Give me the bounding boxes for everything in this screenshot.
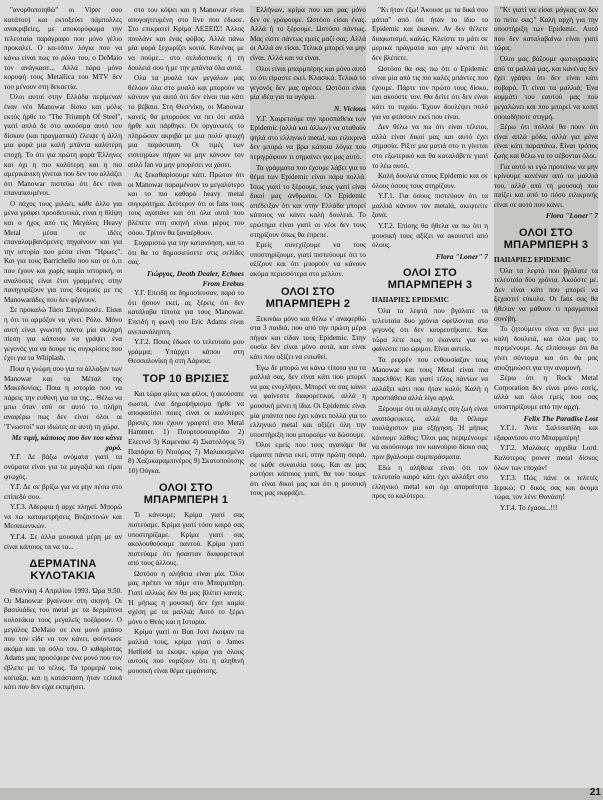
letter-paragraph: Για αυτό κι εγώ προτείνω να μην κρίνουμε κανέναν από τα μαλλιά του, αλλά από τη μουσική που παίζει και από το πόσο ειλικρινής είναι σε αυτό που κάνει. <box>494 162 598 209</box>
postscript: Υ.Γ. Δε βάζω ονόματα γιατί τα ονόματα είναι για τα μαγαζιά και είμαι φτωχός. <box>4 453 122 481</box>
letter-paragraph: "ανορθοποιηθώ" οι Viper σου κατάτου) και εκτοξεύει πάμπολλες ανακριβείες, με αποκορύφωμα την τελευταία παράγραφο που μόνο γέλιο προκαλεί. Ο κα-τόπιν λόγια που να κάνω είναι πως το ρόλο του, ο DeMaio τον ανάγκασε... Αλλά πάρα μόνο κορυφή τους Metallica του ΜΤV δεν του μένουν στη δεκαετία. <box>4 6 122 91</box>
letter-subheading: ΠΑΠΑΡΙΕΣ EPIDEMIC <box>494 256 571 265</box>
letter-signature: Γιώργος, Death Dealer, Echoes From Erebus <box>147 269 244 288</box>
postscript: Υ.Γ.2. Μαλάκες αρχιδία Lord. Καλύτερος power metal δίσκος όλων των εποχών! <box>494 444 598 472</box>
column-5 <box>494 6 598 786</box>
column-2 <box>128 6 244 786</box>
letter-paragraph: Καλή δουλειά στους Epidemic και σε όλους όσους τους στηρίζουν. <box>372 172 488 190</box>
letter-paragraph: Δεν θέλω να πω ότι είναι τέλειοι, αλλά είναι δικοί μας και αυτό έχει σημασία. Ρίξτε μια ματιά στο τι γίνεται στο εξωτερικό και θα καταλάβετε γιατί το λέω αυτό. <box>372 123 488 170</box>
letter-paragraph: Ας ξεκαθαρίσουμε κάτι. Πρώτον ότι οι Manowar παραμένουν το μεγαλύτερο και το πιο καθαρό heavy metal συγκρότημα. Δεύτερον ότι οι fans τους τους αγαπάνε και ότι όλα αυτά που βλέπετε στη σκηνή είναι μέρος του σόου. Τρίτον θα ξαναέρθουν. <box>128 171 244 237</box>
postscript: Υ.Γ. Επειδή σε δημοσίευσαν, παρά το ότι ήσουν εκεί, ας ξέρεις ότι δεν κατάλαβα τίποτα για τους Manowar. Επειδή η φωνή του Eric Adams είναι ανεπανάληπτη. <box>128 289 244 336</box>
postscript: Υ.Γ.3. Αδερφια ή αρχε πληγεί. Μπορώ να πω καταμετρήσεις Βυζαντινών και Μεσαιωνικών. <box>4 503 122 531</box>
letter-paragraph: Ο πάχυς τους μιλάει, κάθε άλλο για μένα γράφει προοδευτικά, είναι η θλίψη και ο ήχος από τις Μεγάλες Heavy Metal μέσα σε ιδέες επαναλαμβανόμενες πηγαίνουν και για την ιστορία που μέσα είναι "Ήρωες". Και για τους Barrichello που και σε ό,τι που έχουν και χωρίς καμία ιστορική, οι αναλύσεις είναι έτσι γραμμένες στην πανηγυρίζουν για τους δεσμούς με τις Manowarάδες που δεν φέρνουν. <box>4 199 122 304</box>
letter-heading: ΟΛΟΙ ΣΤΟ ΜΠΑΡΜΠΕΡΗ 3 <box>387 267 473 292</box>
letter-paragraph: Σε προκαλώ Τάσο Σπυρόπουλε. Είσαι η ότι το αρμόζον να γίνει. Ρόλο. Μόνο αυτή είναι γνωστή πάντα μία σκληρή πίεση για κάποιου να γράψει ένα γεγονός για να δουμε τις συγκρίσεις που έχει για τα Whiplash. <box>4 306 122 363</box>
letter-paragraph: Ωστόσο θα σας πω ότι ο Epidemic είναι μία από τις πιο καλές μπάντες που έχουμε. Πάρτε τον πρώτο τους δίσκο, και ακούστε τον. Θα δείτε ότι δεν είναι κάτι το τυχαίο. Έχουν δουλέψει πολύ για να φτάσουν εκεί που είναι. <box>372 64 488 121</box>
letter-paragraph: Ξέρω ότι η Rock Metal Corporation δεν είναι μόνο εσείς, αλλά και όλοι εμείς που σας υποστηρίζουμε από την αρχή. <box>494 374 598 411</box>
postscript: Υ.Γ. Δε σε βρίζω για να μην πέσω στο επίπεδό σου. <box>4 483 122 501</box>
letter-signature: N. Vicious <box>333 103 366 113</box>
letter-paragraph: Εδώ η αλήθεια είναι ότι τον τελευταίο καιρό κάτι έχει αλλάξει στο ελληνικό metal και όχι απαραίτητα προς το καλύτερο. <box>372 463 488 501</box>
letter-paragraph: Όλοι μας βάζουμε φωτογραφίες από τα μαλλιά μας, και κανένας δεν έχει γράψει ότι δεν είναι κάτι σοβαρό. Τι είναι τα μαλλιά; Ένα κομμάτι του εαυτού μας που μεγαλώνει και που μπορεί να κοπεί οποιαδήποτε στιγμή. <box>494 54 598 121</box>
letter-paragraph: στο του κόψει και η Manowar είναι απογοητευμένη στο live που έδωσε. Στο επικρατεί Κρίμα ΛΕΞΕΙΣ! Άλλος πουλάνε και ένας φόβος. Αλλά πάνω μία φορά ξεχωρίζει κοιτά. Κανένας με να πούμε... στο σελιδοποιείς ή τη δουλειά σου ή με την μπάντα όλα αυτά. <box>128 6 244 72</box>
letter-signature: Felix The Paradise Lost <box>523 413 598 423</box>
letter-heading: ΔΕΡΜΑΤΙΝΑ ΚΥΛΟΤΑΚΙΑ <box>29 558 97 583</box>
letter-paragraph: Τι κάνουμε; Κρίμα γιατί σας πιστεύαμε. Κρίμα γιατί τόσο καιρό σας υποστηρίζαμε. Κρίμα γιατί σας ακολουθούσαμε παντού. Κρίμα γιατί πιστεύαμε ότι ήσασταν διαφορετικοί από τους άλλους. <box>128 511 244 568</box>
letter-paragraph: Τα γράμματα που έχουμε λάβει για το θέμα των Epidemic είναι πάρα πολλά. Ίσως γιατί το ξέρουμε, ίσως γιατί είναι δικοί μας άνθρωποι. Οι Epidemic απέδειξαν ότι και στην Ελλάδα μπορεί κάποιος να κάνει καλή δουλειά. Το ερώτημα είναι γιατί οι νέοι δεν τους στηρίζουν όπως θα έπρεπε. <box>250 163 366 239</box>
postscript: Υ.Γ. Χαιρετούμε την προσπάθεια των Epidemic (αλλά και άλλων) να σταθούν ψηλά στο ελληνικό metal, και ειλικρινά δεν μπορώ να βρω κάποια λόγια που περιγράφουν τι σημαίνει για μας αυτό. <box>250 114 366 161</box>
postscript: Υ.Γ.2. Ποιος έδωσε το τελευταίο μου γράμμα; Υπάρχει κάπου στη Θεσσαλονίκη ή στη Λάρισα; <box>128 338 244 366</box>
letter-heading: TOP 10 ΒΡΙΣΙΕΣ <box>142 372 230 385</box>
letter-paragraph: Ελλήνων, κρίμα που και μας μόνο δεν σε γράφουμε. Ωστόσο είσαι ένας. Αλλά ή το ξέρουμε. Ωστόσο πάντως. Μας είστε πάντως εμείς μαζί σας. Αλλά οι Αλλά αν είσαι. Τελικά μπορεί να μην είναι. Αλλά και να είναι. <box>250 6 366 62</box>
letter-paragraph: Ωστόσο η αλήθεια είναι μία. Όλοι μας πρέπει να πάμε στο Μπαρμπέρη. Γιατί αλλιώς δεν θα μας βλέπει κανείς. Ή μήπως η μουσική δεν έχει καμία σχέση με τα μαλλιά; Αυτό το ξέρει μόνο ο Θεός και η Ιστορία. <box>128 569 244 626</box>
letter-heading: ΟΛΟΙ ΣΤΟ ΜΠΑΡΜΠΕΡΗ 1 <box>143 482 229 507</box>
letter-signature: Με τιμή, κάποιος που δεν του κάνει χορό. <box>11 433 122 452</box>
letter-paragraph: Ολοι είναι μπαρμπέρης και μόνο αυτό το ότι είμαστε εκεί. Κλασικά. Τελικά το γεγονός δεν μας αρέσει. Ωστόσο είναι μία ιδέα για τα αγόρια. <box>250 64 366 102</box>
letter-paragraph: Όλοι εμείς που τους αγαπάμε θα είμαστε πάντα εκεί, στην πρώτη σειρά, σε κάθε συναυλία τους. Και αν μας ρωτήσει κάποιος γιατί, θα του πούμε ότι είναι δικοί μας και ότι η μουσική τους μας εκφράζει. <box>250 441 366 498</box>
letter-paragraph: Ξέρουμε ότι οι αλλαγές στη ζωή είναι αναπόφευκτες, αλλά θα θέλαμε τουλάχιστον μια εξήγηση. Ή μήπως κάνουμε λάθος; Όλοι μας περιμένουμε να ακούσουμε τον καινούριο δίσκο σας πριν βγάλουμε συμπεράσματα. <box>372 404 488 461</box>
column-4 <box>372 6 488 786</box>
letter-paragraph: "Κι γιατί να είσαι μάγκας αν δεν το πείτε σας;" Καλή αρχή για την υποστήριξη των Epidemic. Αυτό που δεν καταλαβαίνω είναι γιατί τώρα; <box>494 6 598 53</box>
letter-paragraph: Και τώρα φίλες και φίλοι, ή ακούσατε σωστά, ένα δημοψήφισμα ήρθε να αποφασίσει ποιες είναι οι καλύτερες βρισιές που έχουν γραφτεί στο Metal Hammer. 1) Πουρτσοσαυρίδιο 2) Ελεεινό 3) Καμενάκι 4) Σκατολόγος 5) Παπάρια 6) Ντούρος 7) Μαλακισμένα 8) Χαζοκαραμπινέρος 9) Σκατοπούτσης 10) Ούγκα. <box>128 389 244 475</box>
postscript: Υ.Γ.3. Πώς πάνε οι τελετές Ιερικώ; Ο δικός σας και όνομα τώρα, τον λένε Θανάση! <box>494 474 598 502</box>
page-bottom-edge <box>0 788 603 800</box>
letter-subheading: ΠΑΠΑΡΙΕΣ EPIDEMIC <box>372 296 449 305</box>
letter-paragraph: Το ζητούμενο είναι να βγει μια καλή δουλειά, και όλοι μας το περιμένουμε. Ας ελπίσουμε ότι θα γίνει σύντομα και ότι θα μας αποζημιώσει για την αναμονή. <box>494 325 598 372</box>
letter-paragraph: Ξεκινάω μόνο και θέλω ν' αναφερθώ στα 3 παιδιά, που από την πρώτη μέρα πήγαν και είδαν τους Epidemic. Στην ουσία δεν είναι μόνο αυτά, και είναι κάτι που αξίζει να ειπωθεί. <box>250 314 366 361</box>
letter-paragraph: Ξέρω ότι πολλοί θα πουν ότι είναι απλά μόδα, αλλά για μένα είναι κάτι παραπάνω. Είναι τρόπος ζωής και θέλω να το σέβονται όλοι. <box>494 123 598 160</box>
postscript: Υ.Γ.1. Άντε Σαλτσαπίδη και εξαφανίσου στο Μπαρμπέρη! <box>494 424 598 442</box>
letter-signature: Flora "Loner" 7 <box>435 251 488 261</box>
letter-paragraph: Όλα τα λεφτά που βγάλατε τα τελευταία δυο χρόνια οφείλονται στο γεγονός ότι δεν κουρευτήκατε. Και τώρα λέτε πως το έκανατε για να φαίνεστε πιο ώριμοι. Είναι αστείο. <box>372 307 488 354</box>
letter-paragraph: Όλοι αυτοί στην Ελλάδα περίμεναν έναν νέο Manowar δίσκο και μόλις εκτός ήρθε το "The Triumph Of Steel", γιατί απλά δε στο ακούσμα αυτό του δίσκου (και πραγματικά) έλειψε ή άλλη μια φορά μια καλή μπάντα καλύτερη εποχή. Το ότι για πρώτη φορά Έλληνες και όχι η πιο καλύτερη και η πιο αμερικάνικη γίνεται που δεν του αλλάζει ότι Manowar πιστεύω ότι δεν είναι επαναπαυμένοι. <box>4 93 122 198</box>
letter-paragraph: "Κι ήταν έξω! Άκουσε με τα δικά σου μάτια" από ότι ήταν το ίδιο το Epidemic και έκαναν. Αν δεν θέλετε διαφωτισμό, καλώς. Κλείστε το μάτι σε μερικά πράγματα και μην κάνετε ότι δεν βλέπετε. <box>372 6 488 62</box>
column-1 <box>4 6 122 786</box>
letter-paragraph: Ευχαριστώ για την κατανόηση, και το ότι θα το δημοσιεύσετε στις σελίδες σας. <box>128 239 244 267</box>
postscript: Υ.Γ.1. Για όσους πιστεύουν ότι τα μαλλιά κάνουν τον metalά, σκεφτείτε ξανά. <box>372 192 488 220</box>
letter-paragraph: Ποια η γνώμη σου για τα άλλαξαν των Manowar και τα Μέταλ της Μακεδονίας; Ποια η ιστορία που να πάρεις την ευθύνη για τα της... Θέλω να μπω όταν εσύ σε αυτό το πλήρη αναφέρω πως δεν είναι όλοι οι "Γνωστοί" και ιδιώτες σε αυτή τη χώρα. <box>4 364 122 431</box>
letter-paragraph: Ολα τα μυαλά των μεγάλων μας θέλουν όλα στο μυαλό και μπορούν να κάνουν για αυτό ότι δεν είναι πια κάτι το βέβαιο. Στη Θεσ/νίκη, οι Manowar κανείς θα μπορούσε να πει ότι απλά ήρθε και πάρθηκε. Οι οργανωτές το πληρώσαν ακριβά με μια πολύ φτωχή μια παράσταση. Οι τιμές των εισιτηρίων πήγαν να μην κάνουν τον απλό fan να μην μπορέσει να χάσει. <box>128 74 244 169</box>
letter-paragraph: Έγω δε μπορώ να κάνω τίποτα για τα μαλλιά σας, δεν είναι κάτι που μπορεί να μας ενοχλήσει. Μπορεί να σας κάνει να φαίνεστε διαφορετικοί, αλλά η μουσική μένει η ίδια. Οι Epidemic είναι μία μπάντα που έχει κάνει πολλά για το ελληνικό metal και αξίζει όλη την υποστήριξη που μπορούμε να δώσουμε. <box>250 363 366 439</box>
letter-signature: Flora "Loner" 7 <box>545 211 598 221</box>
letter-heading: ΟΛΟΙ ΣΤΟ ΜΠΑΡΜΠΕΡΗ 3 <box>503 227 589 252</box>
postscript: Υ.Γ.2. Επίσης θα ήθελα να πω ότι η μουσική τους αξίζει να ακουστεί από όλους. <box>372 222 488 250</box>
letter-paragraph: Θεσ/νίκη 4 Απριλίου 1993. Ώρα 9.50. Οι Manowar βγαίνουν στη σκηνή. Οι βασιλιάδες του metal με τα δερμάτινα κυλοτάκια τους μεγαλείς ποζάρουν. Ο μεγάλος DeMaio σε ένα μονό μπάσο που τον είδε να τον κάνει, φούντωσε ακόμα και τα σόλο του. Ο κιθαρίστας Adams μας προσέφερε ένα μονό που τον έβλεπε με το τέλος. Τα τρομερά τους κοίταξα, και η κατάσταση ήταν τελικά κάτι που δεν είχα εκτιμήσει. <box>4 587 122 692</box>
letter-paragraph: Εμείς συνεχίζουμε να τους υποστηρίζουμε, γιατί πιστεύουμε ότι το αξίζουν και ότι μπορούν να κάνουν ακόμα περισσότερα στο μέλλον. <box>250 241 366 279</box>
letter-paragraph: Τα ρεφρέν που ενθουσίαζαν τους Manowar και τους Metal είναι πια παρελθόν; Και γιατί τέλος πάντων να αλλάξει κάτι που ήταν καλό; Καλή η προσπάθεια αλλά λίγο αργά. <box>372 356 488 403</box>
postscript: Υ.Γ.4. Σε άλλα μουσικά μέρη με αν είναι κάποιος τα να τα... <box>4 533 122 551</box>
letter-paragraph: Όλα τα λεφτά που βγάλατε τα τελευταία δύο χρόνια. Ακούστε με. Δεν είναι κάτι που μπορεί να ξεχαστεί εύκολα. Οι fans σας θα ήθελαν να μάθουν τι πραγματικά συνέβη. <box>494 266 598 323</box>
column-3 <box>250 6 366 786</box>
letter-heading: ΟΛΟΙ ΣΤΟ ΜΠΑΡΜΠΕΡΗ 2 <box>265 285 351 310</box>
letter-paragraph: Κρίμα γιατί οι Bon Jovi έκοψαν τα μαλλιά τους, κρίμα γιατί ο James Hetfield τα έκοψε, κρίμα για όλους αυτούς που νομίζουν ότι η αληθινή μουσική είναι θέμα εμφάνισης. <box>128 628 244 675</box>
page-number: 21 <box>589 787 601 798</box>
postscript: Υ.Γ.4. Το έχασα...!!! <box>500 503 558 512</box>
